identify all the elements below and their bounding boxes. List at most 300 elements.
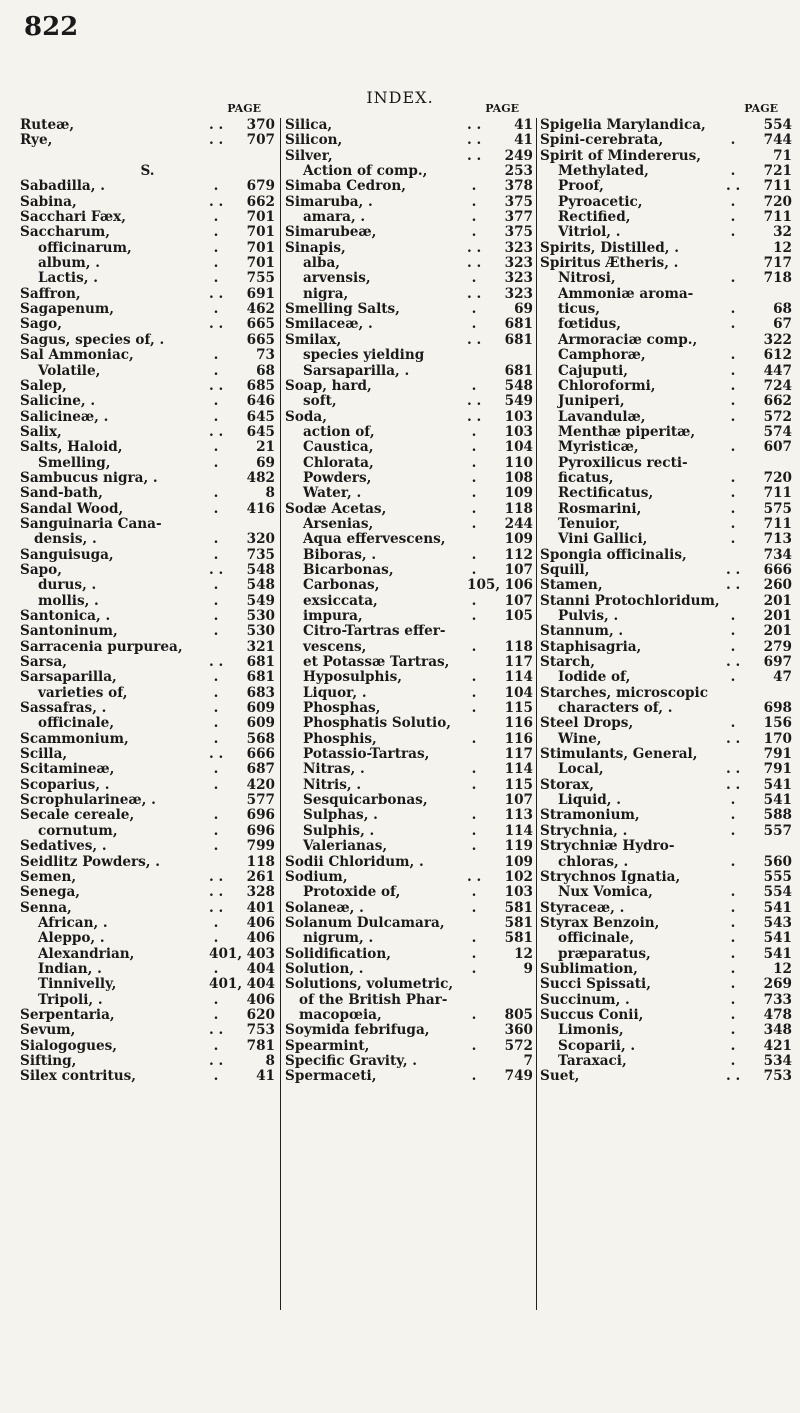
- entry-term: Solanum Dulcamara,: [285, 914, 445, 931]
- entry-term: Vini Gallici,: [558, 531, 648, 548]
- entry-page-ref: 323: [504, 270, 533, 287]
- entry-page-ref: 666: [763, 561, 792, 578]
- entry-leader: .: [471, 209, 477, 226]
- entry-term: Water, .: [303, 485, 362, 502]
- index-entry: [285, 901, 533, 916]
- page-column-label: PAGE: [744, 102, 778, 115]
- entry-page-ref: 666: [246, 746, 275, 763]
- entry-term: Aqua effervescens,: [303, 531, 446, 548]
- index-entry: [20, 256, 275, 271]
- entry-page-ref: 543: [763, 914, 792, 931]
- entry-term: Silica,: [285, 117, 333, 133]
- entry-leader: . .: [467, 331, 482, 348]
- entry-leader: .: [213, 761, 219, 778]
- index-entry: [540, 302, 792, 317]
- entry-leader: .: [213, 1068, 219, 1085]
- index-entry: [285, 870, 533, 885]
- entry-page-ref: 41: [514, 117, 533, 133]
- entry-page-ref: 753: [763, 1068, 792, 1085]
- index-entry: [20, 133, 275, 148]
- index-entry: [540, 548, 792, 563]
- entry-page-ref: 662: [246, 193, 275, 210]
- index-entry: [20, 563, 275, 578]
- entry-leader: . .: [467, 868, 482, 885]
- entry-leader: .: [471, 500, 477, 517]
- index-entry: [285, 548, 533, 563]
- entry-leader: .: [730, 976, 736, 993]
- page-column-label: PAGE: [227, 102, 261, 115]
- entry-term: Storax,: [540, 776, 594, 793]
- entry-term: Scammonium,: [20, 730, 129, 747]
- entry-page-ref: 711: [763, 515, 792, 532]
- index-entry: [540, 287, 792, 302]
- entry-leader: . .: [726, 1068, 741, 1085]
- entry-term: Liquor, .: [303, 684, 367, 701]
- entry-page-ref: 549: [246, 592, 275, 609]
- entry-term: Sanguisuga,: [20, 546, 114, 563]
- entry-term: Scoparii, .: [558, 1037, 636, 1054]
- entry-term: Nitris, .: [303, 776, 362, 793]
- entry-term: varieties of,: [38, 684, 128, 701]
- entry-page-ref: 201: [763, 608, 792, 624]
- entry-term: cornutum,: [38, 822, 118, 839]
- entry-term: Sagapenum,: [20, 301, 114, 318]
- entry-page-ref: 67: [773, 316, 792, 333]
- entry-term: Hyposulphis,: [303, 669, 402, 686]
- entry-term: Action of comp.,: [303, 163, 428, 180]
- entry-page-ref: 420: [246, 776, 275, 793]
- entry-leader: .: [471, 700, 477, 717]
- index-entry: [20, 517, 275, 532]
- entry-page-ref: 665: [246, 331, 275, 348]
- entry-term: Suet,: [540, 1068, 580, 1085]
- index-entry: [20, 333, 275, 348]
- index-entry: [20, 977, 275, 992]
- index-entry: [540, 732, 792, 747]
- entry-term: Tinnivelly,: [38, 976, 117, 993]
- index-entry: [540, 793, 792, 808]
- entry-page-ref: 32: [773, 224, 792, 241]
- index-entry: [285, 195, 533, 210]
- entry-leader: .: [213, 608, 219, 624]
- entry-page-ref: 406: [246, 930, 275, 947]
- entry-term: Simaba Cedron,: [285, 178, 407, 195]
- index-entry: [285, 517, 533, 532]
- entry-page-ref: 530: [246, 623, 275, 640]
- entry-term: Powders,: [303, 469, 372, 486]
- entry-term: Sarsaparilla, .: [303, 362, 410, 379]
- entry-page-ref: 108: [504, 469, 533, 486]
- index-entry: [20, 916, 275, 931]
- entry-term: Juniperi,: [558, 393, 625, 410]
- entry-page-ref: 799: [246, 838, 275, 855]
- entry-leader: .: [213, 730, 219, 747]
- entry-page-ref: 261: [246, 868, 275, 885]
- entry-leader: .: [213, 838, 219, 855]
- entry-term: Strychniæ Hydro-: [540, 838, 675, 855]
- entry-page-ref: 68: [256, 362, 275, 379]
- index-entry: [285, 149, 533, 164]
- entry-term: Nitras, .: [303, 761, 365, 778]
- index-entry: [540, 456, 792, 471]
- entry-leader: .: [471, 546, 477, 563]
- entry-leader: .: [213, 669, 219, 686]
- index-entry: [540, 870, 792, 885]
- index-entry: [20, 410, 275, 425]
- entry-leader: .: [213, 776, 219, 793]
- entry-term: soft,: [303, 393, 337, 410]
- entry-term: Sublimation,: [540, 960, 638, 977]
- entry-page-ref: 12: [773, 960, 792, 977]
- entry-term: Menthæ piperitæ,: [558, 423, 696, 440]
- entry-page-ref: 328: [246, 884, 275, 901]
- entry-leader: .: [213, 408, 219, 425]
- index-entry: [20, 824, 275, 839]
- entry-leader: . .: [726, 730, 741, 747]
- entry-page-ref: 549: [504, 393, 533, 410]
- index-entry: [285, 364, 533, 379]
- entry-term: Seidlitz Powders, .: [20, 853, 160, 870]
- entry-term: Salix,: [20, 423, 62, 440]
- entry-term: Saffron,: [20, 285, 81, 302]
- entry-leader: .: [730, 1037, 736, 1054]
- column-rule: [536, 118, 537, 1310]
- index-entry: [540, 594, 792, 609]
- entry-page-ref: 421: [763, 1037, 792, 1054]
- entry-term: Potassio-Tartras,: [303, 746, 430, 763]
- entry-leader: .: [471, 669, 477, 686]
- entry-leader: .: [471, 960, 477, 977]
- entry-leader: .: [730, 914, 736, 931]
- entry-leader: .: [730, 209, 736, 226]
- entry-page-ref: 104: [504, 684, 533, 701]
- index-entry: [20, 440, 275, 455]
- index-entry: [20, 1069, 275, 1084]
- index-entry: [540, 901, 792, 916]
- entry-leader: .: [471, 316, 477, 333]
- entry-term: Solaneæ, .: [285, 899, 364, 916]
- entry-page-ref: 554: [763, 884, 792, 901]
- index-entry: [20, 808, 275, 823]
- entry-leader: .: [730, 224, 736, 241]
- entry-page-ref: 68: [773, 301, 792, 318]
- entry-term: Spearmint,: [285, 1037, 370, 1054]
- entry-page-ref: 548: [504, 377, 533, 394]
- entry-term: Semen,: [20, 868, 77, 885]
- entry-page-ref: 404: [246, 960, 275, 977]
- index-entry: [540, 716, 792, 731]
- entry-leader: .: [730, 853, 736, 870]
- index-entry: [285, 1069, 533, 1084]
- index-entry: [285, 655, 533, 670]
- entry-page-ref: 720: [763, 193, 792, 210]
- entry-term: Silicon,: [285, 132, 343, 149]
- entry-term: macopœia,: [299, 1006, 382, 1023]
- entry-term: Staphisagria,: [540, 638, 642, 655]
- index-entry: [285, 855, 533, 870]
- entry-leader: .: [213, 239, 219, 256]
- entry-term: album, .: [38, 255, 100, 272]
- entry-page-ref: 734: [763, 546, 792, 563]
- entry-term: Scilla,: [20, 746, 68, 763]
- entry-page-ref: 112: [504, 546, 533, 563]
- entry-page-ref: 645: [246, 408, 275, 425]
- entry-term: Limonis,: [558, 1022, 624, 1039]
- entry-term: Nux Vomica,: [558, 884, 653, 901]
- entry-page-ref: 572: [504, 1037, 533, 1054]
- entry-leader: .: [730, 899, 736, 916]
- entry-term: Volatile,: [38, 362, 101, 379]
- index-entry: [285, 947, 533, 962]
- index-entry: [20, 594, 275, 609]
- entry-page-ref: 685: [246, 377, 275, 394]
- index-entry: [20, 732, 275, 747]
- entry-page-ref: 662: [763, 393, 792, 410]
- entry-leader: .: [730, 638, 736, 655]
- entry-term: Spermaceti,: [285, 1068, 377, 1085]
- index-entry: [20, 225, 275, 240]
- entry-leader: .: [471, 469, 477, 486]
- section-letter-heading: [20, 164, 275, 179]
- entry-leader: .: [213, 224, 219, 241]
- entry-term: Sandal Wood,: [20, 500, 124, 517]
- entry-term: Spongia officinalis,: [540, 546, 687, 563]
- entry-page-ref: 581: [504, 899, 533, 916]
- entry-page-ref: 41: [514, 132, 533, 149]
- entry-leader: .: [730, 715, 736, 732]
- index-entry: [285, 747, 533, 762]
- index-entry: [20, 287, 275, 302]
- entry-term: Solidification,: [285, 945, 391, 962]
- entry-page-ref: 320: [246, 531, 275, 548]
- index-entry: [540, 1069, 792, 1084]
- entry-page-ref: 711: [763, 209, 792, 226]
- entry-leader: .: [213, 362, 219, 379]
- entry-page-ref: 114: [504, 669, 533, 686]
- entry-leader: .: [730, 807, 736, 824]
- entry-page-ref: 109: [504, 853, 533, 870]
- entry-page-ref: 109: [504, 485, 533, 502]
- entry-term: Sulphas, .: [303, 807, 378, 824]
- index-entry: [540, 410, 792, 425]
- index-entry: [540, 916, 792, 931]
- entry-leader: .: [213, 807, 219, 824]
- page-column-label: PAGE: [485, 102, 519, 115]
- entry-leader: . .: [209, 423, 224, 440]
- index-entry: [20, 548, 275, 563]
- index-entry: [285, 962, 533, 977]
- index-entry: [285, 164, 533, 179]
- entry-leader: .: [730, 792, 736, 809]
- entry-page-ref: 7: [523, 1052, 533, 1069]
- index-entry: [20, 379, 275, 394]
- index-entry: [285, 993, 533, 1008]
- entry-term: Saccharum,: [20, 224, 111, 241]
- entry-term: Soda,: [285, 408, 327, 425]
- index-entry: [285, 1039, 533, 1054]
- index-entry: [285, 977, 533, 992]
- index-entry: [20, 394, 275, 409]
- index-entry: [20, 885, 275, 900]
- entry-term: Spigelia Marylandica,: [540, 117, 706, 133]
- index-entry: [540, 195, 792, 210]
- index-entry: [285, 1008, 533, 1023]
- index-entry: [20, 210, 275, 225]
- entry-page-ref: 554: [763, 117, 792, 133]
- entry-leader: . .: [726, 776, 741, 793]
- index-entry: [20, 793, 275, 808]
- index-entry: [540, 1039, 792, 1054]
- entry-leader: .: [730, 1022, 736, 1039]
- entry-term: Sacchari Fæx,: [20, 209, 126, 226]
- entry-leader: . .: [209, 899, 224, 916]
- index-entry: [540, 149, 792, 164]
- entry-term: Pyroxilicus recti-: [558, 454, 688, 471]
- index-entry: [540, 1008, 792, 1023]
- index-entry: [540, 808, 792, 823]
- index-entry: [20, 855, 275, 870]
- entry-page-ref: 8: [265, 1052, 275, 1069]
- entry-page-ref: 249: [504, 147, 533, 164]
- entry-leader: .: [730, 500, 736, 517]
- index-entry: [20, 762, 275, 777]
- index-entry: [20, 747, 275, 762]
- entry-page-ref: 41: [256, 1068, 275, 1085]
- entry-page-ref: 115: [504, 700, 533, 717]
- index-entry: [285, 241, 533, 256]
- entry-term: Smilax,: [285, 331, 342, 348]
- index-entry: [540, 993, 792, 1008]
- entry-leader: .: [213, 178, 219, 195]
- entry-leader: .: [730, 669, 736, 686]
- entry-page-ref: 560: [763, 853, 792, 870]
- column-rule: [280, 118, 281, 1310]
- entry-page-ref: 110: [504, 454, 533, 471]
- index-column-3: [540, 100, 792, 1085]
- entry-page-ref: 107: [504, 561, 533, 578]
- index-entry: [285, 486, 533, 501]
- entry-leader: .: [213, 822, 219, 839]
- entry-leader: . .: [726, 761, 741, 778]
- entry-leader: 105,: [467, 577, 501, 594]
- entry-page-ref: 805: [504, 1006, 533, 1023]
- entry-term: Scoparius, .: [20, 776, 110, 793]
- entry-page-ref: 609: [246, 715, 275, 732]
- index-column-1: [20, 100, 275, 1085]
- entry-leader: .: [213, 393, 219, 410]
- entry-page-ref: 733: [763, 991, 792, 1008]
- index-entry: [20, 578, 275, 593]
- index-entry: [285, 118, 533, 133]
- entry-term: Valerianas,: [303, 838, 388, 855]
- entry-leader: . .: [209, 884, 224, 901]
- entry-leader: .: [730, 270, 736, 287]
- entry-term: Styrax Benzoin,: [540, 914, 660, 931]
- index-entry: [540, 486, 792, 501]
- index-entry: [540, 640, 792, 655]
- entry-term: impura,: [303, 608, 363, 624]
- entry-page-ref: 73: [256, 347, 275, 364]
- entry-term: Soap, hard,: [285, 377, 372, 394]
- index-entry: [285, 133, 533, 148]
- entry-term: Alexandrian,: [38, 945, 135, 962]
- entry-term: ficatus,: [558, 469, 614, 486]
- index-entry: [285, 808, 533, 823]
- entry-leader: .: [213, 914, 219, 931]
- entry-page-ref: 574: [763, 423, 792, 440]
- entry-leader: .: [730, 377, 736, 394]
- entry-leader: .: [471, 822, 477, 839]
- entry-page-ref: 681: [504, 331, 533, 348]
- entry-leader: .: [213, 684, 219, 701]
- entry-term: Pulvis, .: [558, 608, 619, 624]
- index-entry: [540, 440, 792, 455]
- index-entry: [540, 686, 792, 701]
- index-entry: [20, 532, 275, 547]
- entry-term: Simarubeæ,: [285, 224, 377, 241]
- entry-page-ref: 115: [504, 776, 533, 793]
- entry-term: Succinum, .: [540, 991, 630, 1008]
- entry-page-ref: 530: [246, 608, 275, 624]
- entry-page-ref: 113: [504, 807, 533, 824]
- entry-page-ref: 447: [763, 362, 792, 379]
- entry-term: Sarracenia purpurea,: [20, 638, 183, 655]
- index-entry: [540, 164, 792, 179]
- entry-term: Ammoniæ aroma-: [558, 285, 694, 302]
- entry-leader: .: [730, 608, 736, 624]
- entry-term: Tripoli, .: [38, 991, 103, 1008]
- entry-leader: .: [471, 930, 477, 947]
- entry-term: mollis, .: [38, 592, 99, 609]
- index-entry: [540, 578, 792, 593]
- entry-leader: . .: [209, 132, 224, 149]
- index-entry: [540, 962, 792, 977]
- index-entry: [285, 762, 533, 777]
- entry-page-ref: 416: [246, 500, 275, 517]
- entry-leader: .: [471, 439, 477, 456]
- entry-term: Starches, microscopic: [540, 684, 708, 701]
- entry-leader: .: [471, 515, 477, 532]
- entry-term: action of,: [303, 423, 375, 440]
- index-entry: [20, 947, 275, 962]
- entry-leader: . .: [209, 746, 224, 763]
- entry-page-ref: 555: [763, 868, 792, 885]
- entry-page-ref: 681: [246, 669, 275, 686]
- entry-term: officinale,: [38, 715, 115, 732]
- index-entry: [540, 333, 792, 348]
- entry-leader: .: [213, 1006, 219, 1023]
- entry-page-ref: 534: [763, 1052, 792, 1069]
- entry-page-ref: 557: [763, 822, 792, 839]
- entry-leader: .: [213, 700, 219, 717]
- entry-term: Scrophularineæ, .: [20, 792, 156, 809]
- entry-page-ref: 791: [763, 761, 792, 778]
- index-entry: [285, 931, 533, 946]
- entry-leader: .: [730, 945, 736, 962]
- index-entry: [285, 302, 533, 317]
- index-entry: [540, 502, 792, 517]
- entry-term: Citro-Tartras effer-: [303, 623, 446, 640]
- entry-term: Salicineæ, .: [20, 408, 109, 425]
- index-entry: [20, 870, 275, 885]
- entry-page-ref: 720: [763, 469, 792, 486]
- entry-page-ref: 711: [763, 178, 792, 195]
- index-column-2: [285, 100, 533, 1085]
- entry-term: characters of, .: [558, 700, 673, 717]
- entry-term: Tenuior,: [558, 515, 621, 532]
- entry-page-ref: 681: [504, 362, 533, 379]
- index-entry: [285, 379, 533, 394]
